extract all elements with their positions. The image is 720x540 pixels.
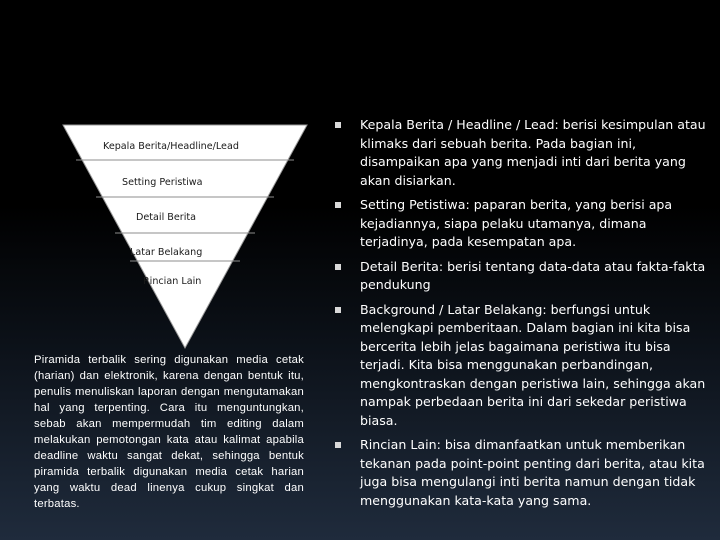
square-bullet-icon (335, 307, 341, 313)
bullet-item (334, 196, 706, 252)
pyramid-level-label: Kepala Berita/Headline/Lead (103, 141, 239, 152)
pyramid-caption: Piramida terbalik sering digunakan media cetak (harian) dan elektronik, karena dengan bentuk itu, penulis menuliskan laporan dengan mengutamakan hal yang terpenting. Cara itu menguntungkan, sebab akan mempermudah tim editing dalam melakukan pemotongan kata atau kalimat apabila deadline waktu sangat dekat, sehingga bentuk piramida terbalik digunakan media cetak harian yang waktu dead linenya cukup singkat dan terbatas. (34, 354, 304, 510)
pyramid-level-label: Setting Peristiwa (122, 177, 203, 188)
pyramid-shape (63, 125, 307, 348)
bullet-item (334, 301, 706, 431)
square-bullet-icon (335, 122, 341, 128)
bullet-list (334, 116, 706, 516)
bullet-item (334, 258, 706, 295)
pyramid-level-label: Rincian Lain (143, 276, 202, 287)
bullet-item (334, 116, 706, 190)
bullet-item (334, 436, 706, 510)
bullet-text: Rincian Lain: bisa dimanfaatkan untuk memberikan tekanan pada point-point penting dari berita, atau kita juga bisa mengulangi inti berita namun dengan tidak menggunakan kata-kata yang sama. (360, 437, 705, 508)
bullet-text: Background / Latar Belakang: berfungsi untuk melengkapi pemberitaan. Dalam bagian ini kita bisa bercerita lebih jelas bagaimana peristiwa itu bisa terjadi. Kita bisa menggunakan perbandingan, mengkontraskan dengan peristiwa lain, sehingga akan nampak perbedaan berita ini dari sekedar peristiwa biasa. (360, 301, 706, 428)
pyramid-level-label: Detail Berita (136, 212, 197, 223)
square-bullet-icon (335, 202, 341, 208)
bullet-text: Detail Berita: berisi tentang data-data atau fakta-fakta pendukung (360, 258, 706, 292)
pyramid-level-label: Latar Belakang (130, 247, 203, 258)
bullet-text: Setting Petistiwa: paparan berita, yang berisi apa kejadiannya, siapa pelaku utamanya, dimana terjadinya, pada kesempatan apa. (360, 197, 673, 249)
bullet-text: Kepala Berita / Headline / Lead: berisi kesimpulan atau klimaks dari sebuah berita. Pada bagian ini, disampaikan apa yang menjadi inti dari berita yang akan disiarkan. (360, 117, 706, 188)
square-bullet-icon (335, 442, 341, 448)
square-bullet-icon (335, 264, 341, 270)
